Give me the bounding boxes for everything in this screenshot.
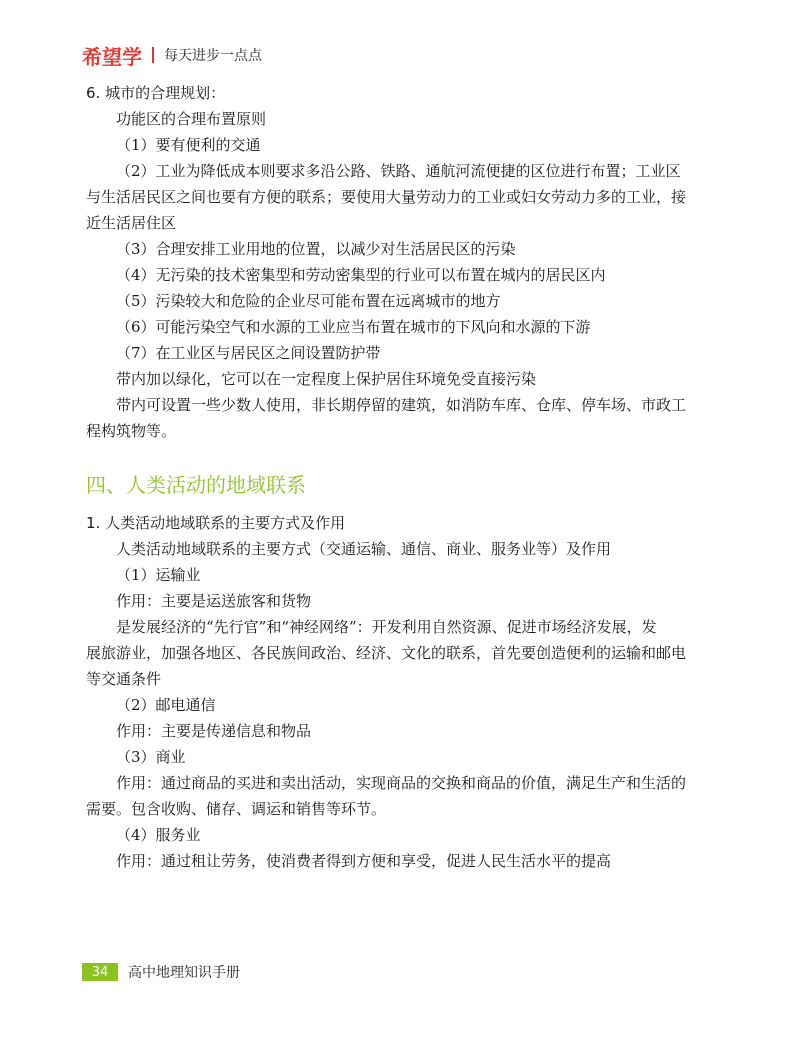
text-line: （1）运输业 bbox=[116, 566, 201, 584]
text-line: 功能区的合理布置原则 bbox=[116, 110, 267, 128]
text-line: 展旅游业，加强各地区、各民族间政治、经济、文化的联系，首先要创造便利的运输和邮电 bbox=[86, 644, 687, 662]
header-divider bbox=[152, 47, 154, 63]
page-footer bbox=[82, 962, 240, 982]
sub-heading: 1. 人类活动地域联系的主要方式及作用 bbox=[86, 514, 346, 532]
text-line: （2）工业为降低成本则要求多沿公路、铁路、通航河流便捷的区位进行布置；工业区 bbox=[116, 162, 681, 180]
text-line: 与生活居民区之间也要有方便的联系；要使用大量劳动力的工业或妇女劳动力多的工业，接 bbox=[86, 188, 687, 206]
section-spacer bbox=[86, 444, 726, 468]
section-spacer bbox=[86, 502, 726, 510]
section-6-heading: 6. 城市的合理规划： bbox=[86, 84, 226, 102]
text-line: 作用：通过商品的买进和卖出活动，实现商品的交换和商品的价值，满足生产和生活的 bbox=[116, 774, 687, 792]
text-line: （5）污染较大和危险的企业尽可能布置在远离城市的地方 bbox=[116, 292, 501, 310]
page-content bbox=[86, 80, 726, 874]
page-header bbox=[82, 40, 262, 70]
text-line: （7）在工业区与居民区之间设置防护带 bbox=[116, 344, 381, 362]
brand-logo: 希望学 bbox=[82, 44, 142, 69]
header-slogan: 每天进步一点点 bbox=[164, 48, 262, 64]
text-line: （6）可能污染空气和水源的工业应当布置在城市的下风向和水源的下游 bbox=[116, 318, 591, 336]
book-title: 高中地理知识手册 bbox=[128, 965, 240, 981]
text-line: （3）商业 bbox=[116, 748, 186, 766]
text-line: 带内可设置一些少数人使用，非长期停留的建筑，如消防车库、仓库、停车场、市政工 bbox=[116, 396, 687, 414]
text-line: （3）合理安排工业用地的位置，以减少对生活居民区的污染 bbox=[116, 240, 516, 258]
text-line: （4）服务业 bbox=[116, 826, 201, 844]
text-line: 作用：主要是运送旅客和货物 bbox=[116, 592, 312, 610]
text-line: 人类活动地域联系的主要方式（交通运输、通信、商业、服务业等）及作用 bbox=[116, 540, 612, 558]
text-line: （2）邮电通信 bbox=[116, 696, 216, 714]
text-line: 等交通条件 bbox=[86, 670, 162, 688]
text-line: 近生活居住区 bbox=[86, 214, 177, 232]
section-four-title: 四、人类活动的地域联系 bbox=[86, 473, 306, 497]
text-line: （1）要有便利的交通 bbox=[116, 136, 261, 154]
text-line: （4）无污染的技术密集型和劳动密集型的行业可以布置在城内的居民区内 bbox=[116, 266, 606, 284]
text-line: 作用：主要是传递信息和物品 bbox=[116, 722, 312, 740]
text-line: 程构筑物等。 bbox=[86, 422, 177, 440]
text-line: 作用：通过租让劳务，使消费者得到方便和享受，促进人民生活水平的提高 bbox=[116, 852, 612, 870]
text-line: 是发展经济的“先行官”和“神经网络”：开发利用自然资源、促进市场经济发展，发 bbox=[116, 618, 657, 636]
text-line: 需要。包含收购、储存、调运和销售等环节。 bbox=[86, 800, 387, 818]
text-line: 带内加以绿化，它可以在一定程度上保护居住环境免受直接污染 bbox=[116, 370, 537, 388]
page-number: 34 bbox=[82, 963, 118, 981]
